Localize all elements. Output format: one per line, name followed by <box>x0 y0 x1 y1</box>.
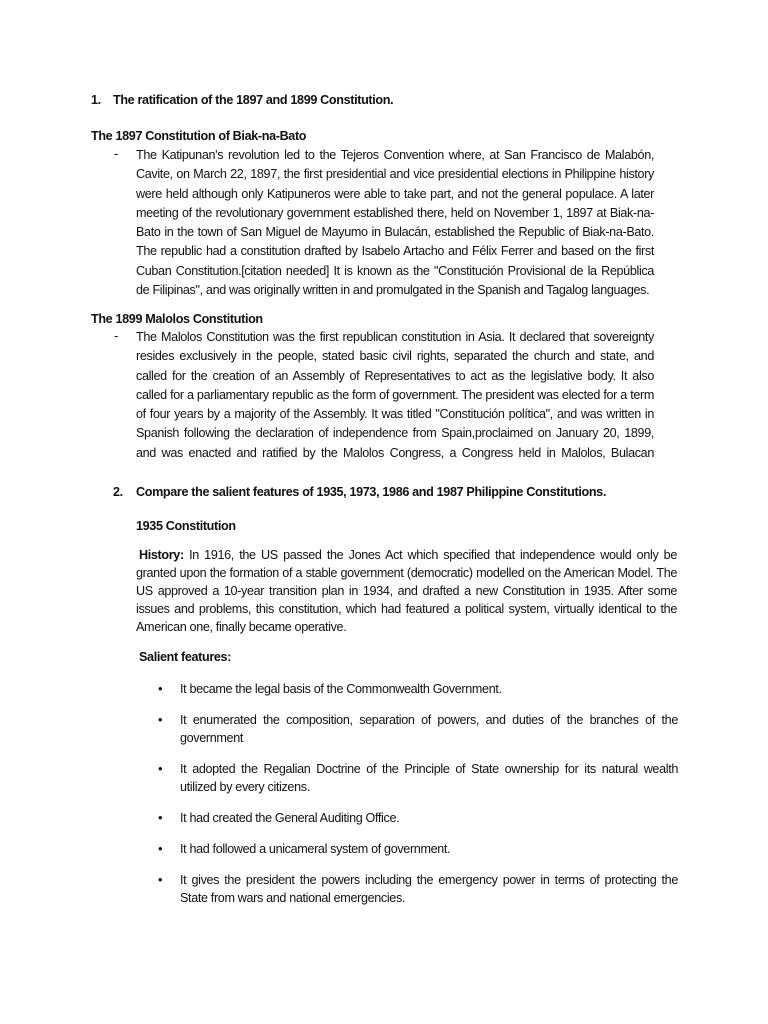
list-item <box>158 711 678 747</box>
feature-text: It had created the General Auditing Office. <box>180 811 400 825</box>
bullet-icon: • <box>158 841 163 856</box>
list-item <box>158 840 678 858</box>
question-2-heading <box>113 485 606 499</box>
salient-features-label: Salient features: <box>139 650 232 664</box>
feature-text: It adopted the Regalian Doctrine of the Principle of State ownership for its natural wealth utilized by every citizens. <box>180 762 678 794</box>
section-1899-paragraph: The Malolos Constitution was the first republican constitution in Asia. It declared that sovereignty resides exclusively in the people, stated basic civil rights, separated the church and state, and called for the creation of an Assembly of Representatives to act as the legislative body. It also called for a parliamentary republic as the form of government. The president was elected for a term of four years by a majority of the Assembly. It was titled "Constitución política", and was written in Spanish following the declaration of independence from Spain,proclaimed on January 20, 1899, and was enacted and ratified by the Malolos Congress, a Congress held in Malolos, Bulacan <box>136 330 654 460</box>
section-1897-title: The 1897 Constitution of Biak-na-Bato <box>91 129 307 143</box>
bullet-icon: • <box>158 872 163 887</box>
bullet-icon: • <box>158 712 163 727</box>
constitution-1935-title: 1935 Constitution <box>136 519 236 533</box>
section-1899-title: The 1899 Malolos Constitution <box>91 312 263 326</box>
dash-marker: - <box>114 328 118 343</box>
salient-features-list <box>158 680 678 907</box>
section-1897-paragraph: The Katipunan's revolution led to the Tejeros Convention where, at San Francisco de Malabón, Cavite, on March 22, 1897, the first presidential and vice presidential elections in Philippine history were held although only Katipuneros were able to take part, and not the general populace. A later meeting of the revolutionary government established there, held on November 1, 1897 at Biak-na-Bato in the town of San Miguel de Mayumo in Bulacán, established the Republic of Biak-na-Bato. The republic had a constitution drafted by Isabelo Artacho and Félix Ferrer and based on the first Cuban Constitution.[citation needed] It is known as the "Constitución Provisional de la República de Filipinas", and was originally written in and promulgated in the Spanish and Tagalog languages. <box>136 148 654 298</box>
list-item <box>158 680 678 698</box>
feature-text: It enumerated the composition, separation of powers, and duties of the branches of the government <box>180 713 678 745</box>
bullet-icon: • <box>158 761 163 776</box>
question-2-number: 2. <box>113 485 123 499</box>
dash-marker: - <box>114 146 118 161</box>
feature-text: It gives the president the powers including the emergency power in terms of protecting the State from wars and national emergencies. <box>180 873 678 905</box>
list-item <box>158 809 678 827</box>
history-paragraph <box>136 546 677 636</box>
list-item <box>158 760 678 796</box>
question-1-heading <box>91 93 393 107</box>
history-text: In 1916, the US passed the Jones Act which specified that independence would only be granted upon the formation of a stable government (democratic) modelled on the American Model. The US approved a 10-year transition plan in 1934, and drafted a new Constitution in 1935. After some issues and problems, this constitution, which had featured a political system, virtually identical to the American one, finally became operative. <box>136 548 677 634</box>
question-1-number: 1. <box>91 93 101 107</box>
section-1897-item <box>114 146 654 300</box>
feature-text: It became the legal basis of the Commonwealth Government. <box>180 682 502 696</box>
bullet-icon: • <box>158 681 163 696</box>
history-label: History: <box>139 548 184 562</box>
section-1899-item <box>114 328 654 462</box>
feature-text: It had followed a unicameral system of government. <box>180 842 451 856</box>
question-2-text: Compare the salient features of 1935, 1973, 1986 and 1987 Philippine Constitutions. <box>136 485 606 499</box>
list-item <box>158 871 678 907</box>
bullet-icon: • <box>158 810 163 825</box>
question-1-text: The ratification of the 1897 and 1899 Constitution. <box>113 93 394 107</box>
